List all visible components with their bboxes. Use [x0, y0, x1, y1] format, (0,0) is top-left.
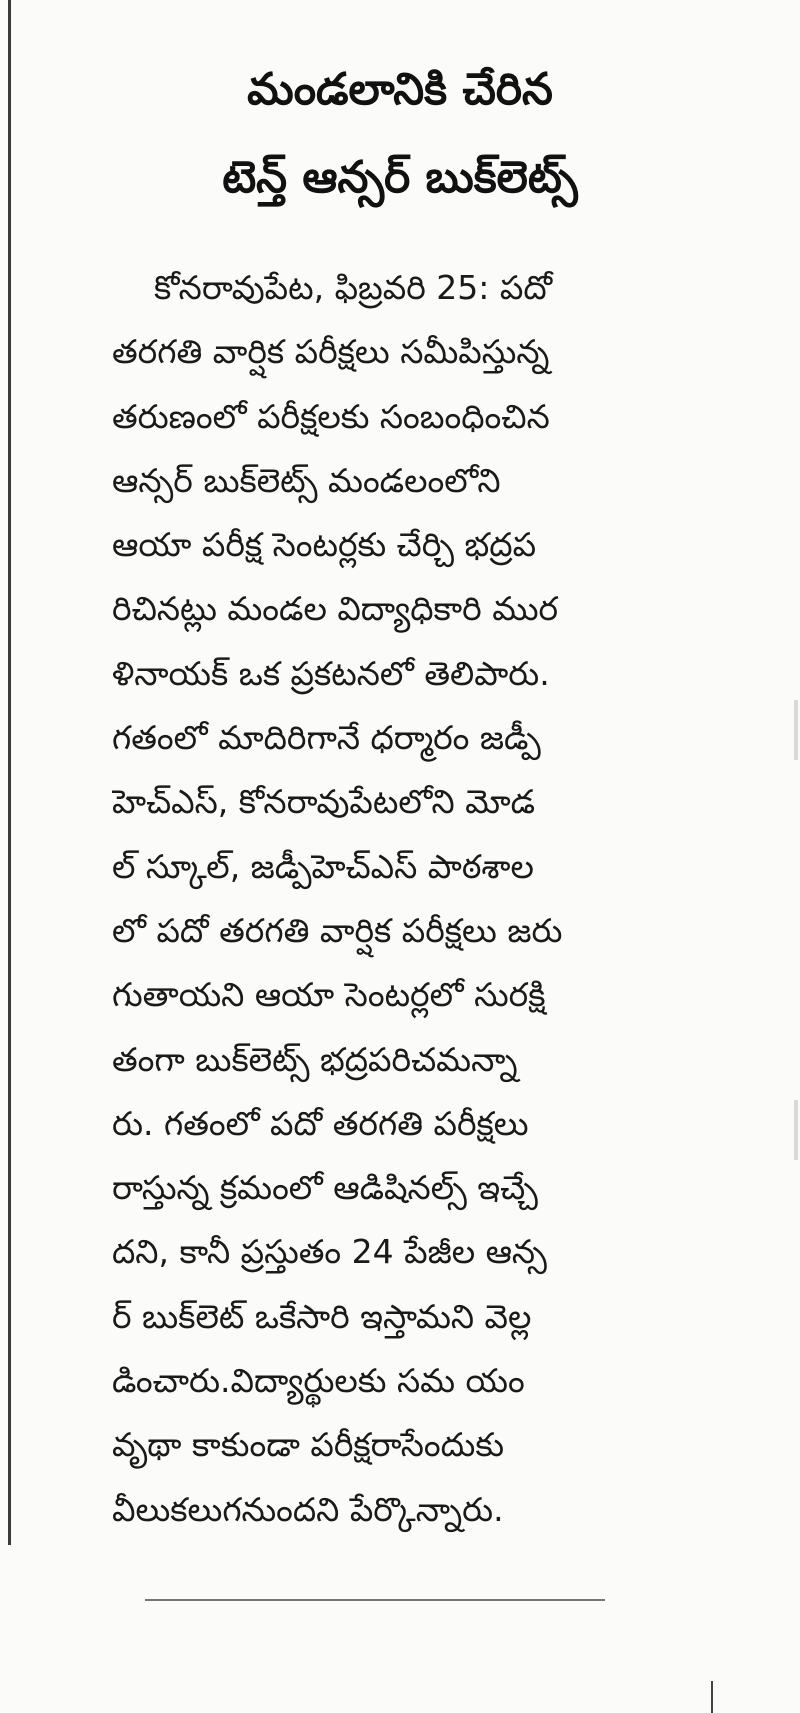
article-line: ళినాయక్ ఒక ప్రకటనలో తెలిపారు.	[112, 653, 550, 693]
column-tick-mark	[711, 1681, 713, 1713]
headline-line-1: మండలానికి చేరిన	[247, 64, 553, 115]
article-end-rule	[145, 1599, 605, 1601]
article-line: ల్ స్కూల్, జడ్పీహెచ్ఎస్ పాఠశాల	[112, 846, 534, 886]
article-line: గుతాయని ఆయా సెంటర్లలో సురక్షి	[112, 975, 546, 1015]
article-line: తంగా బుక్‌లెట్స్ భద్రపరిచమన్నా	[112, 1039, 518, 1079]
article-body	[112, 256, 712, 1542]
article-line: రు. గతంలో పదో తరగతి పరీక్షలు	[112, 1103, 529, 1143]
article-line: రిచినట్లు మండల విద్యాధికారి ముర	[112, 589, 559, 629]
article-line: డించారు.విద్యార్థులకు సమ యం	[112, 1361, 525, 1401]
article-line: ఆన్సర్ బుక్‌లెట్స్ మండలంలోని	[112, 460, 501, 500]
article-line: లో పదో తరగతి వార్షిక పరీక్షలు జరు	[112, 910, 563, 950]
edge-artifact	[794, 700, 798, 760]
article-line: హెచ్ఎస్, కోనరావుపేటలోని మోడ	[112, 782, 536, 822]
article-line: తరుణంలో పరీక్షలకు సంబంధించిన	[112, 396, 550, 436]
article-line: దని, కానీ ప్రస్తుతం 24 పేజీల ఆన్స	[112, 1232, 547, 1272]
headline-line-2: టెన్త్ ఆన్సర్ బుక్‌లెట్స్	[222, 152, 578, 203]
edge-artifact	[794, 1100, 798, 1160]
article-line: ఆయా పరీక్ష సెంటర్లకు చేర్చి భద్రప	[112, 525, 537, 565]
article-line: రాస్తున్న క్రమంలో ఆడిషినల్స్ ఇచ్చే	[112, 1168, 538, 1208]
article-line: తరగతి వార్షిక పరీక్షలు సమీపిస్తున్న	[112, 332, 550, 372]
article-line: ర్ బుక్‌లెట్ ఒకేసారి ఇస్తామని వెల్ల	[112, 1296, 532, 1336]
article-line: గతంలో మాదిరిగానే ధర్మారం జడ్పీ	[112, 718, 541, 758]
article-line: వీలుకలుగనుందని పేర్కొన్నారు.	[112, 1489, 504, 1529]
article-line: కోనరావుపేట, ఫిబ్రవరి 25: పదో	[154, 268, 553, 307]
left-column-rule	[8, 0, 11, 1545]
article-line: వృథా కాకుండా పరీక్షరాసేందుకు	[112, 1425, 504, 1465]
